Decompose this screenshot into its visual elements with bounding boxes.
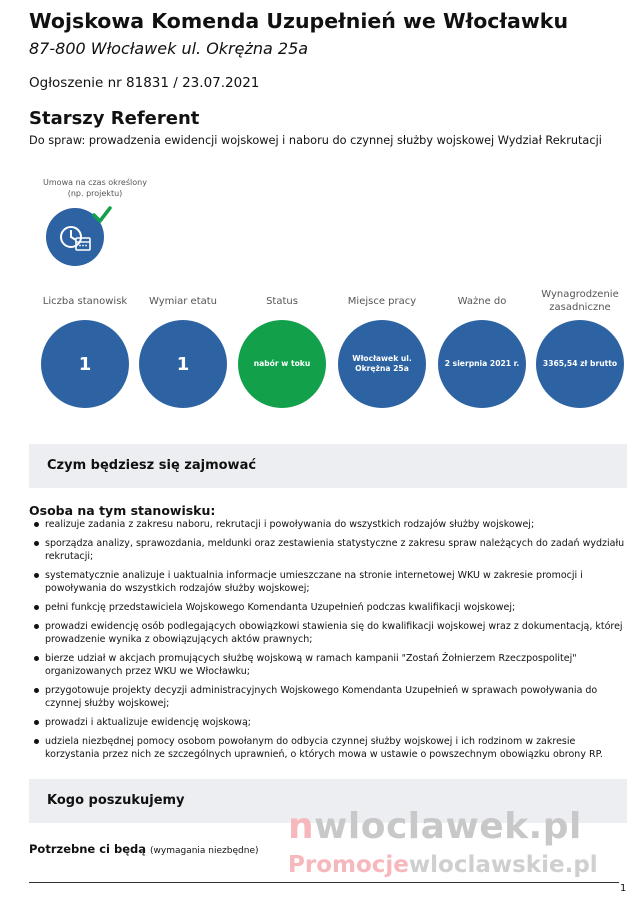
announcement-number: Ogłoszenie nr 81831 / 23.07.2021 xyxy=(29,75,260,91)
stat-value: nabór w toku xyxy=(253,359,311,368)
duties-list xyxy=(29,518,629,767)
list-item: sporządza analizy, sprawozdania, meldunki oraz zestawienia statystyczne z zakresu spraw należących do zadań wydziału rekrutacji; xyxy=(29,537,629,563)
stat-circle xyxy=(438,320,526,408)
stat-value: 1 xyxy=(176,353,190,375)
stat-positions-count xyxy=(35,282,135,408)
job-subtitle: Do spraw: prowadzenia ewidencji wojskowej i naboru do czynnej służby wojskowej Wydział Rekrutacji xyxy=(29,134,602,147)
stat-circle xyxy=(338,320,426,408)
stat-value: Włocławek ul. Okrężna 25a xyxy=(352,354,412,373)
list-item: udziela niezbędnej pomocy osobom powołanym do odbycia czynnej służby wojskowej i ich rodzinom w zakresie korzystania przez nich ze szczególnych uprawnień, o których mowa w ustawie o powszechnym obowiązku obrony RP. xyxy=(29,735,629,761)
stat-working-time xyxy=(133,282,233,408)
stat-workplace xyxy=(332,282,432,408)
job-stats xyxy=(30,282,630,412)
check-icon xyxy=(92,205,112,225)
stat-label: Miejsce pracy xyxy=(347,295,417,307)
stat-value: 1 xyxy=(78,353,92,375)
organization-title: Wojskowa Komenda Uzupełnień we Włocławku xyxy=(29,9,569,33)
stat-label: Wymiar etatu xyxy=(148,295,218,307)
requirements-heading xyxy=(29,842,259,856)
stat-label: Status xyxy=(266,295,298,307)
stat-circle xyxy=(139,320,227,408)
page-number: 1 xyxy=(620,883,627,894)
list-item: systematycznie analizuje i uaktualnia informacje umieszczane na stronie internetowej WKU w zakresie promocji i powoływania do wszystkich rodzajów służby wojskowej; xyxy=(29,569,629,595)
stat-circle xyxy=(41,320,129,408)
status-badge xyxy=(238,320,326,408)
footer-divider xyxy=(29,882,619,883)
stat-circle xyxy=(536,320,624,408)
duties-heading: Osoba na tym stanowisku: xyxy=(29,503,216,518)
section-title: Czym będziesz się zajmować xyxy=(47,458,257,473)
list-item: bierze udział w akcjach promujących służbę wojskową w ramach kampanii "Zostań Żołnierzem Rzeczpospolitej" organizowanych przez WKU we Włocławku; xyxy=(29,652,629,678)
requirements-label: Potrzebne ci będą xyxy=(29,842,146,856)
stat-value: 3365,54 zł brutto xyxy=(542,359,618,368)
stat-status xyxy=(232,282,332,408)
stat-value: 2 sierpnia 2021 r. xyxy=(444,359,520,368)
contract-type xyxy=(20,177,170,199)
stat-label: Ważne do xyxy=(457,295,507,307)
contract-type-note: (np. projektu) xyxy=(67,189,123,198)
stat-label: Wynagrodzenie zasadniczne xyxy=(541,289,619,313)
list-item: prowadzi ewidencję osób podlegających obowiązkowi stawienia się do kwalifikacji wojskowej wraz z dokumentacją, której prowadzenie wynika z obowiązujących aktów prawnych; xyxy=(29,620,629,646)
stat-label: Liczba stanowisk xyxy=(42,295,128,307)
watermark-nwloclawek: nwloclawek.pl xyxy=(288,806,582,847)
contract-type-label: Umowa na czas określony xyxy=(43,178,147,187)
stat-salary xyxy=(530,282,630,408)
list-item: realizuje zadania z zakresu naboru, rekrutacji i powoływania do wszystkich rodzajów służby wojskowej; xyxy=(29,518,629,531)
list-item: prowadzi i aktualizuje ewidencję wojskową; xyxy=(29,716,629,729)
list-item: pełni funkcję przedstawiciela Wojskowego Komendanta Uzupełnień podczas kwalifikacji wojskowej; xyxy=(29,601,629,614)
section-duties xyxy=(29,444,627,488)
section-title: Kogo poszukujemy xyxy=(47,793,185,808)
stat-valid-until xyxy=(432,282,532,408)
requirements-note: (wymagania niezbędne) xyxy=(150,846,259,856)
job-title: Starszy Referent xyxy=(29,108,200,129)
list-item: przygotowuje projekty decyzji administracyjnych Wojskowego Komendanta Uzupełnień w sprawach powoływania do czynnej służby wojskowej; xyxy=(29,684,629,710)
watermark-promocje: Promocjewloclawskie.pl xyxy=(288,852,598,878)
organization-address: 87-800 Włocławek ul. Okrężna 25a xyxy=(29,39,309,58)
